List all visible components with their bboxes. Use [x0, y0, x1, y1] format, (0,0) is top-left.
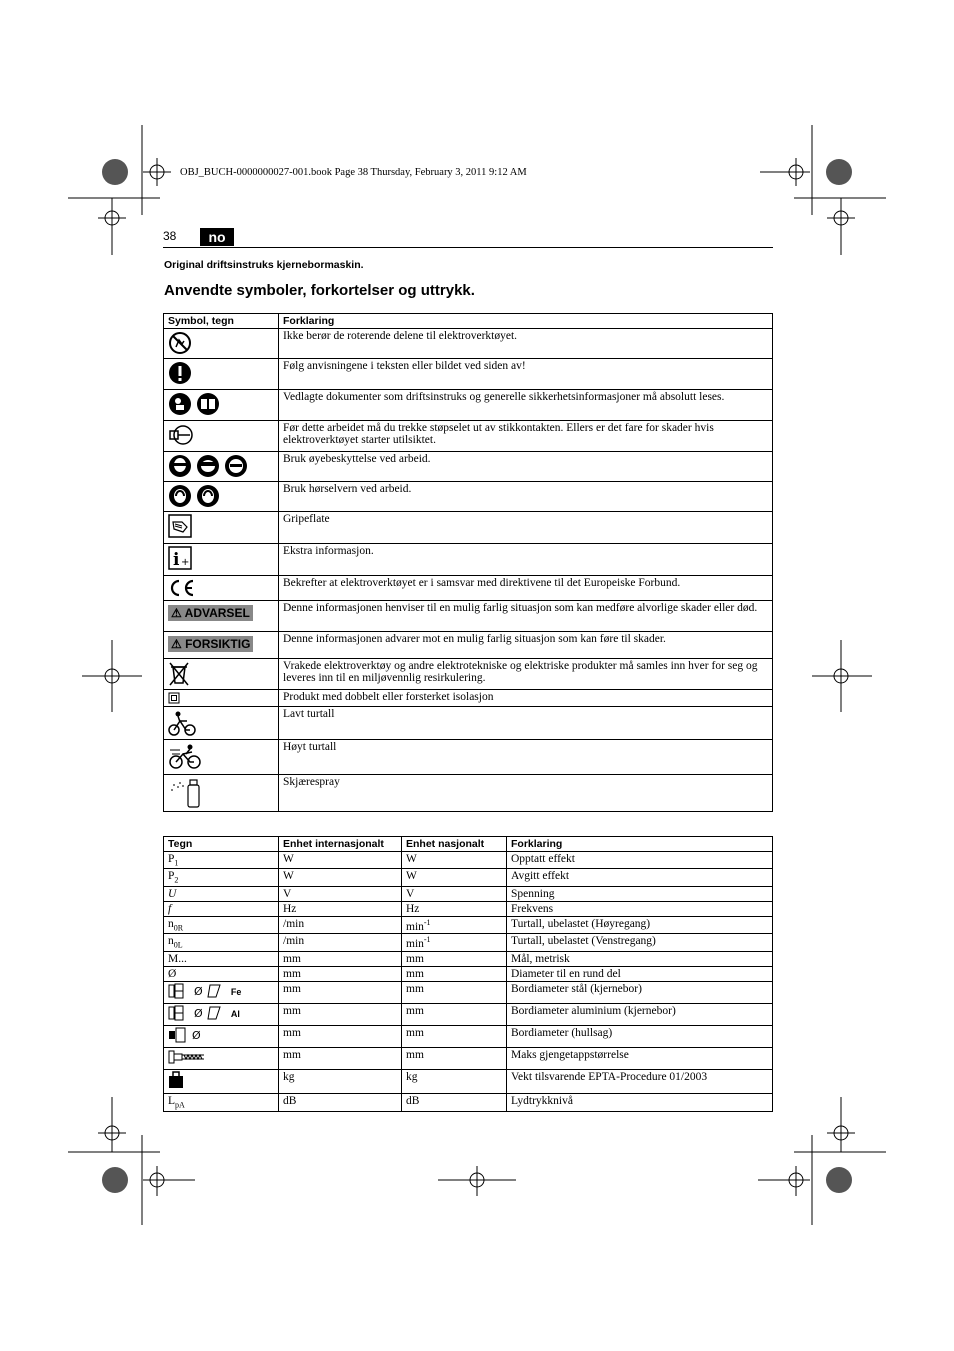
table-row: [164, 869, 773, 886]
list-item: Ekstra informasjon.: [279, 544, 773, 576]
sign-subscript: 0R: [173, 922, 184, 932]
weight-icon: [168, 1071, 184, 1092]
material-label: Al: [230, 1009, 240, 1020]
cell-sign: [164, 967, 279, 982]
list-item: Ikke berør de roterende delene til elektroverktøyet.: [279, 329, 773, 359]
table-row: [164, 1048, 773, 1070]
national-unit-text: W: [406, 870, 417, 883]
sign-subscript: 1: [174, 858, 179, 868]
no-touch-rotating-icon: [168, 331, 192, 355]
cell-sign: [164, 852, 279, 869]
list-item: Gripeflate: [279, 512, 773, 544]
sign-symbol: P: [168, 870, 175, 883]
cell-intl-unit: mm: [279, 1004, 402, 1026]
table-row: [164, 916, 773, 934]
cell-intl-unit: dB: [279, 1094, 402, 1111]
svg-text:Ø: Ø: [194, 985, 203, 999]
cell-description: Frekvens: [507, 901, 773, 916]
national-unit-text: mm: [406, 968, 424, 981]
national-unit-text: min: [406, 920, 424, 933]
cell-national-unit: [402, 1004, 507, 1026]
list-item: Lavt turtall: [279, 707, 773, 740]
svg-text:Ø: Ø: [192, 1029, 201, 1043]
cell-description: Bordiameter (hullsag): [507, 1026, 773, 1048]
book-info-line: OBJ_BUCH-0000000027-001.book Page 38 Thursday, February 3, 2011 9:12 AM: [180, 167, 527, 178]
national-unit-text: V: [406, 887, 415, 900]
cell-national-unit: [402, 934, 507, 952]
list-item: Vedlagte dokumenter som driftsinstruks og generelle sikkerhetsinformasjoner må absolutt leses.: [279, 390, 773, 421]
table-row: [164, 852, 773, 869]
cell-national-unit: [402, 967, 507, 982]
sign-symbol: M...: [168, 953, 187, 966]
hole-saw-icon: [168, 1027, 204, 1046]
col-header-intl-unit: Enhet internasjonalt: [279, 837, 402, 852]
list-item: Denne informasjonen henviser til en mulig farlig situasjon som kan medføre alvorlige skader eller død.: [279, 601, 773, 632]
cell-sign: [164, 886, 279, 901]
cell-national-unit: [402, 1094, 507, 1111]
cell-sign: [164, 1094, 279, 1111]
svg-text:i: i: [173, 550, 180, 570]
cell-sign: [164, 982, 279, 1004]
read-manual-icon: [168, 392, 220, 416]
list-item: Bekrefter at elektroverktøyet er i samsvar med direktivene til det Europeiske Forbund.: [279, 576, 773, 601]
ce-mark-icon: [168, 578, 196, 598]
high-speed-bike-icon: [168, 742, 202, 770]
national-unit-text: mm: [406, 1027, 424, 1040]
list-item: Denne informasjonen advarer mot en mulig farlig situasjon som kan føre til skader.: [279, 632, 773, 659]
table-row: [164, 934, 773, 952]
warning-label-text: ADVARSEL: [184, 606, 250, 620]
sign-symbol: P: [168, 853, 175, 865]
cell-description: Bordiameter aluminium (kjernebor): [507, 1004, 773, 1026]
cell-sign: [164, 869, 279, 886]
cell-description: Lydtrykknivå: [507, 1094, 773, 1111]
cell-description: Opptatt effekt: [507, 852, 773, 869]
cell-intl-unit: mm: [279, 1026, 402, 1048]
cell-intl-unit: mm: [279, 982, 402, 1004]
col-header-symbol: Symbol, tegn: [164, 314, 279, 329]
grip-surface-icon: [168, 514, 192, 538]
cell-national-unit: [402, 1026, 507, 1048]
svg-text:+: +: [181, 557, 190, 568]
cell-intl-unit: mm: [279, 1048, 402, 1070]
caution-label: ⚠ FORSIKTIG: [168, 636, 253, 652]
sign-symbol: n: [168, 935, 174, 948]
cell-national-unit: [402, 916, 507, 934]
svg-text:Ø: Ø: [194, 1007, 203, 1021]
cell-sign: [164, 952, 279, 967]
sign-symbol: U: [168, 887, 177, 900]
core-bit-aluminium-icon: [168, 1005, 228, 1024]
national-unit-text: dB: [406, 1095, 420, 1108]
sign-symbol: Ø: [168, 968, 177, 981]
document-subtitle: Original driftsinstruks kjernebormaskin.: [164, 259, 364, 271]
list-item: Produkt med dobbelt eller forsterket isolasjon: [279, 690, 773, 707]
col-header-sign: Tegn: [164, 837, 279, 852]
cell-national-unit: [402, 901, 507, 916]
cell-intl-unit: mm: [279, 967, 402, 982]
cell-intl-unit: /min: [279, 916, 402, 934]
col-header-explanation: Forklaring: [279, 314, 773, 329]
double-insulation-icon: [168, 692, 180, 704]
national-unit-text: mm: [406, 1049, 424, 1062]
cell-sign: [164, 901, 279, 916]
table-row: [164, 901, 773, 916]
cell-description: Maks gjengetappstørrelse: [507, 1048, 773, 1070]
list-item: Før dette arbeidet må du trekke støpselet ut av stikkontakten. Ellers er det fare for skader hvis elektroverktøyet starter utilsiktet.: [279, 421, 773, 452]
cell-national-unit: [402, 1048, 507, 1070]
cell-sign: [164, 1026, 279, 1048]
caution-label-text: FORSIKTIG: [185, 637, 251, 651]
cell-description: Bordiameter stål (kjernebor): [507, 982, 773, 1004]
cell-description: Diameter til en rund del: [507, 967, 773, 982]
spray-can-icon: [168, 777, 202, 809]
exclamation-icon: [168, 361, 192, 385]
list-item: Høyt turtall: [279, 740, 773, 775]
cell-sign: [164, 1004, 279, 1026]
warning-label: ⚠ ADVARSEL: [168, 605, 253, 621]
table-row: [164, 1026, 773, 1048]
units-table: [163, 836, 773, 1112]
col-header-description: Forklaring: [507, 837, 773, 852]
national-unit-text: W: [406, 853, 417, 865]
sign-subscript: 2: [174, 875, 179, 885]
language-badge: no: [200, 228, 234, 246]
list-item: Bruk øyebeskyttelse ved arbeid.: [279, 452, 773, 482]
weee-bin-icon: [168, 661, 190, 687]
ear-protection-icon: [168, 484, 222, 508]
sign-symbol: L: [168, 1095, 176, 1108]
header-rule: [163, 247, 773, 248]
low-speed-bike-icon: [168, 709, 196, 737]
unplug-icon: [168, 423, 194, 447]
list-item: Skjærespray: [279, 775, 773, 812]
section-title: Anvendte symboler, forkortelser og uttrykk.: [164, 282, 475, 299]
cell-intl-unit: V: [279, 886, 402, 901]
cell-intl-unit: mm: [279, 952, 402, 967]
cell-sign: [164, 1070, 279, 1094]
cell-sign: [164, 1048, 279, 1070]
page-number: 38: [163, 229, 177, 243]
list-item: Vrakede elektroverktøy og andre elektrotekniske og elektriske produkter må samles inn hver for seg og leveres inn til en miljøvennlig resirkulering.: [279, 659, 773, 690]
table-row: [164, 1004, 773, 1026]
table-row: [164, 1070, 773, 1094]
sign-subscript: pA: [175, 1100, 185, 1110]
national-unit-text: mm: [406, 953, 424, 966]
national-unit-text: kg: [406, 1071, 418, 1084]
national-unit-exponent: -1: [423, 917, 431, 927]
tap-icon: [168, 1049, 208, 1068]
list-item: Følg anvisningene i teksten eller bildet ved siden av!: [279, 359, 773, 390]
cell-national-unit: [402, 952, 507, 967]
cell-national-unit: [402, 982, 507, 1004]
national-unit-text: min: [406, 938, 424, 951]
cell-sign: [164, 934, 279, 952]
table-row: [164, 1094, 773, 1111]
cell-sign: [164, 916, 279, 934]
cell-description: Vekt tilsvarende EPTA-Procedure 01/2003: [507, 1070, 773, 1094]
cell-national-unit: [402, 886, 507, 901]
list-item: Bruk hørselvern ved arbeid.: [279, 482, 773, 512]
cell-intl-unit: /min: [279, 934, 402, 952]
table-row: [164, 967, 773, 982]
sign-symbol: f: [168, 902, 172, 915]
table-row: [164, 982, 773, 1004]
table-row: [164, 952, 773, 967]
cell-description: Mål, metrisk: [507, 952, 773, 967]
cell-intl-unit: W: [279, 852, 402, 869]
eye-protection-icon: [168, 454, 250, 478]
symbols-table: [163, 313, 773, 812]
cell-description: Avgitt effekt: [507, 869, 773, 886]
cell-intl-unit: Hz: [279, 901, 402, 916]
table-row: [164, 886, 773, 901]
cell-national-unit: [402, 1070, 507, 1094]
core-bit-steel-icon: [168, 983, 228, 1002]
cell-intl-unit: W: [279, 869, 402, 886]
sign-symbol: n: [168, 917, 174, 930]
cell-description: Turtall, ubelastet (Venstregang): [507, 934, 773, 952]
national-unit-text: Hz: [406, 902, 420, 915]
national-unit-text: mm: [406, 1005, 424, 1018]
sign-subscript: 0L: [173, 940, 183, 950]
cell-description: Turtall, ubelastet (Høyregang): [507, 916, 773, 934]
national-unit-exponent: -1: [423, 935, 431, 945]
cell-intl-unit: kg: [279, 1070, 402, 1094]
cell-description: Spenning: [507, 886, 773, 901]
info-icon: [168, 546, 192, 570]
col-header-national-unit: Enhet nasjonalt: [402, 837, 507, 852]
cell-national-unit: [402, 869, 507, 886]
cell-national-unit: [402, 852, 507, 869]
national-unit-text: mm: [406, 983, 424, 996]
material-label: Fe: [230, 987, 242, 998]
